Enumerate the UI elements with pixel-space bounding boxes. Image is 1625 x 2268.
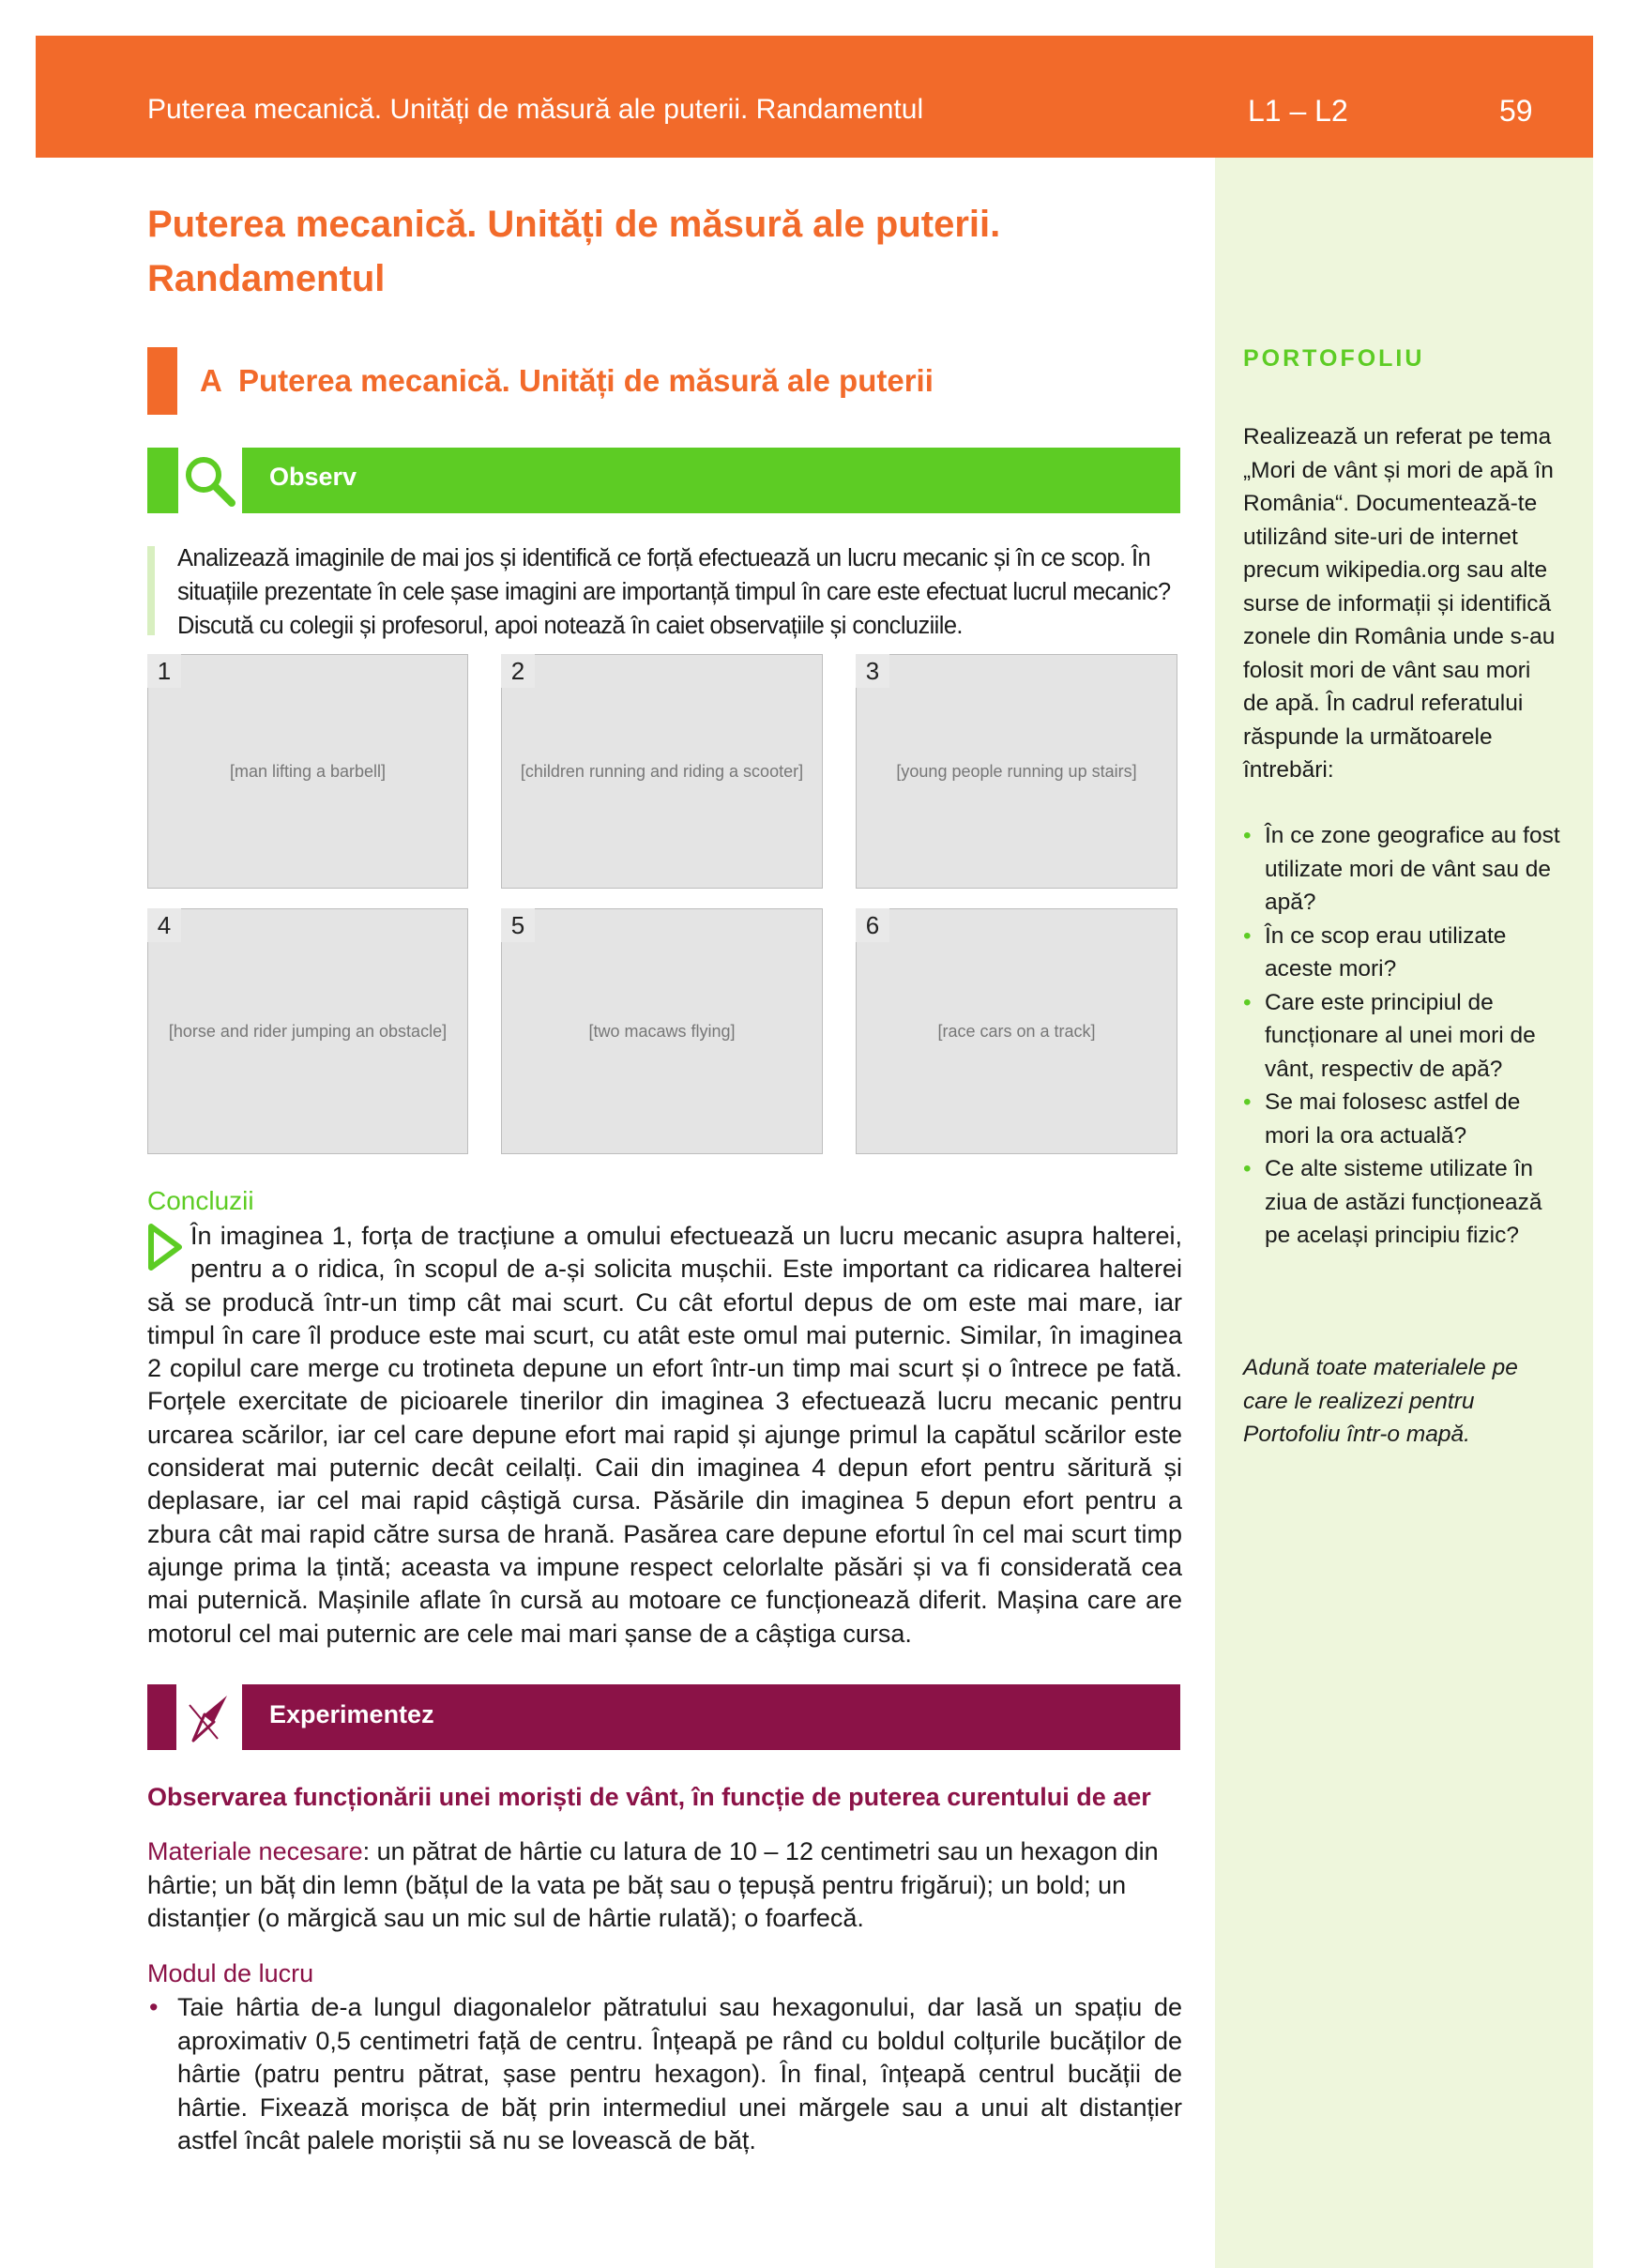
- image-4: [horse and rider jumping an obstacle]: [147, 908, 468, 1154]
- materials-paragraph: [147, 1835, 1182, 1936]
- list-item: • În ce scop erau utilizate aceste mori?: [1243, 920, 1567, 986]
- list-item: • Se mai folosesc astfel de mori la ora actuală?: [1243, 1086, 1567, 1152]
- image-number: 1: [147, 654, 181, 688]
- image-1: [man lifting a barbell]: [147, 654, 468, 889]
- image-number: 3: [856, 654, 889, 688]
- list-item: • Taie hârtia de-a lungul diagonalelor pătratului sau hexagonului, dar lasă un spațiu de aproximativ 0,5 centimetri față de centru. Înțeapă pe rând cu boldul colțurile bucăților de hârtie (patru pentru pătrat, șase pentru hexagon). În final, înțeapă centrul bucății de hârtie. Fixează morișca de băț prin intermediul unei mărgele sau a unui alt distanțier astfel încât palele moriștii să nu se lovească de băț.: [147, 1991, 1182, 2158]
- experiment-banner-left: [147, 1684, 176, 1750]
- portfolio-note: Adună toate materialele pe care le realizezi pentru Portofoliu într-o mapă.: [1243, 1355, 1518, 1447]
- image-number: 6: [856, 908, 889, 942]
- observ-instructions: Analizează imaginile de mai jos și identifică ce forță efectuează un lucru mecanic și în ce scop. În situațiile prezentate în cele șase imagini are importanță timpul în care este efectuat lucrul mecanic? Discută cu colegii și profesorul, apoi notează în caiet observațiile și concluziile.: [177, 545, 1171, 639]
- conclusions-text: [147, 1220, 1182, 1651]
- image-number: 2: [501, 654, 535, 688]
- intro-marker: [147, 546, 155, 635]
- experiment-title: Observarea funcționării unei moriști de vânt, în funcție de puterea curentului de aer: [147, 1783, 1151, 1811]
- section-marker: [147, 347, 177, 415]
- page-number: 59: [1499, 94, 1533, 128]
- image-3: [young people running up stairs]: [856, 654, 1177, 889]
- conclusions-body: În imaginea 1, forța de tracțiune a omului efectuează un lucru mecanic asupra halterei, pentru a o ridica, în scopul de a-și solicita mușchii. Este important ca ridicarea halterei să se producă într-un timp cât mai scurt. Cu cât efortul depus de om este mai mare, iar timpul în care îl produce este mai scurt, cu atât este omul mai puternic. Similar, în imaginea 2 copilul care merge cu trotineta depune un efort într-un timp mai scurt și o întrece pe fată. Forțele exercitate de picioarele tinerilor din imaginea 3 efectuează lucru mecanic pentru urcarea scărilor, iar cel care depune efort mai rapid și ajunge primul la capătul scărilor este considerat mai puternic decât ceilalți. Caii din imaginea 4 depun efort pentru săritură și deplasare, iar cel mai rapid câștigă cursa. Păsările din imaginea 5 depun efort pentru a zbura cât mai rapid către sursa de hrană. Pasărea care depune efortul în cel mai scurt timp ajunge prima la țintă; aceasta va impune respect celorlalte păsări și va fi considerată cea mai puternică. Mașinile aflate în cursă au motoare ce funcționează diferit. Mașina care are motorul cel mai puternic are cele mai mari șanse de a câștiga cursa.: [147, 1222, 1182, 1648]
- image-2: [children running and riding a scooter]: [501, 654, 823, 889]
- image-6: [race cars on a track]: [856, 908, 1177, 1154]
- observ-banner-left: [147, 448, 178, 513]
- page-title: Puterea mecanică. Unități de măsură ale puterii. Randamentul: [147, 204, 1001, 299]
- method-steps: [147, 1991, 1182, 2158]
- experiment-label: Experimentez: [269, 1700, 434, 1728]
- image-5: [two macaws flying]: [501, 908, 823, 1154]
- materials-label: Materiale necesare: [147, 1837, 363, 1865]
- observ-label: Observ: [269, 463, 357, 491]
- portfolio-title: PORTOFOLIU: [1243, 345, 1425, 372]
- magnifier-icon: [182, 453, 236, 508]
- portfolio-questions: [1243, 819, 1567, 1253]
- list-item: • Ce alte sisteme utilizate în ziua de astăzi funcționează pe același principiu fizic?: [1243, 1152, 1567, 1253]
- observ-banner: [242, 448, 1180, 513]
- running-header-title: Puterea mecanică. Unități de măsură ale puterii. Randamentul: [147, 94, 924, 125]
- method-label: Modul de lucru: [147, 1959, 314, 1987]
- portfolio-intro: Realizează un referat pe tema „Mori de vânt și mori de apă în România“. Documentează-te utilizând site-uri de internet precum wikipedia.org sau alte surse de informații și identifică zonele din România unde s-au folosit mori de vânt sau mori de apă. În cadrul referatului răspunde la următoarele întrebări:: [1243, 424, 1556, 783]
- materials-text: : un pătrat de hârtie cu latura de 10 – 12 centimetri sau un hexagon din hârtie; un băț din lemn (bățul de la vata pe băț sau o țepușă pentru frigărui); un bold; un distanțier (o mărgică sau un mic sul de hârtie rulată); o foarfecă.: [147, 1837, 1159, 1932]
- compass-icon: [180, 1686, 240, 1748]
- image-number: 4: [147, 908, 181, 942]
- list-item: • Care este principiul de funcționare al unei mori de vânt, respectiv de apă?: [1243, 986, 1567, 1087]
- section-a-title: A Puterea mecanică. Unități de măsură ale puterii: [200, 363, 934, 398]
- list-item: • În ce zone geografice au fost utilizate mori de vânt sau de apă?: [1243, 819, 1567, 920]
- lesson-label: L1 – L2: [1248, 94, 1348, 128]
- image-number: 5: [501, 908, 535, 942]
- conclusions-label: Concluzii: [147, 1186, 254, 1215]
